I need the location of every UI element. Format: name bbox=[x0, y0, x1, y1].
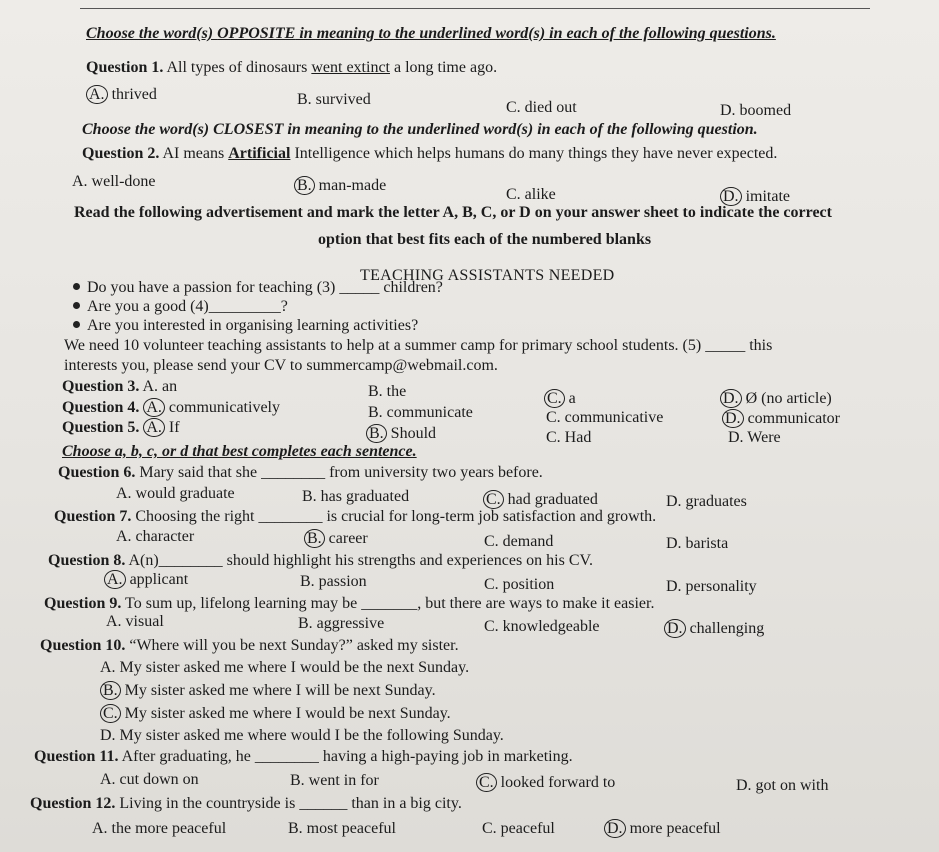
advert-paragraph-line2: interests you, please send your CV to summercamp@webmail.com. bbox=[64, 357, 498, 374]
q8-option-d[interactable]: D. personality bbox=[666, 578, 757, 595]
q1-option-a[interactable]: A. thrived bbox=[86, 86, 157, 104]
question-7-stem: Question 7. Choosing the right ________ is crucial for long-term job satisfaction and growth. bbox=[54, 508, 657, 525]
q11-option-d[interactable]: D. got on with bbox=[736, 777, 829, 794]
instruction-advertisement-line1: Read the following advertisement and mark the letter A, B, C, or D on your answer sheet to indicate the correct bbox=[74, 204, 832, 221]
q8-option-b[interactable]: B. passion bbox=[300, 573, 367, 590]
q9-option-b[interactable]: B. aggressive bbox=[298, 615, 385, 632]
q6-option-d[interactable]: D. graduates bbox=[666, 493, 747, 510]
question-1-stem: Question 1. All types of dinosaurs went extinct a long time ago. bbox=[86, 59, 498, 76]
q2-option-b[interactable]: B. man-made bbox=[294, 177, 386, 195]
q1-option-b[interactable]: B. survived bbox=[297, 91, 371, 108]
q12-option-b[interactable]: B. most peaceful bbox=[288, 820, 396, 837]
q4-option-a[interactable]: Question 4. A. communicatively bbox=[62, 399, 280, 416]
q11-option-c[interactable]: C. looked forward to bbox=[476, 774, 615, 792]
q3-option-a[interactable]: Question 3. A. an bbox=[62, 378, 178, 395]
q6-option-a[interactable]: A. would graduate bbox=[116, 485, 235, 502]
q3-option-c[interactable]: C. a bbox=[544, 390, 576, 408]
instruction-closest: Choose the word(s) CLOSEST in meaning to the underlined word(s) in each of the following question. bbox=[82, 121, 758, 138]
q10-option-b[interactable]: B. My sister asked me where I will be next Sunday. bbox=[100, 682, 436, 700]
q5-option-b[interactable]: B. Should bbox=[366, 425, 436, 443]
advert-paragraph-line1: We need 10 volunteer teaching assistants to help at a summer camp for primary school students. (5) _____ this bbox=[64, 337, 773, 354]
q8-option-c[interactable]: C. position bbox=[484, 576, 555, 593]
advert-bullet-2: Are you a good (4)_________? bbox=[87, 298, 288, 315]
q1-option-d[interactable]: D. boomed bbox=[720, 102, 792, 119]
q2-option-c[interactable]: C. alike bbox=[506, 186, 556, 203]
q9-option-a[interactable]: A. visual bbox=[106, 613, 164, 630]
q7-option-d[interactable]: D. barista bbox=[666, 535, 729, 552]
q3-option-b[interactable]: B. the bbox=[368, 383, 407, 400]
q1-option-c[interactable]: C. died out bbox=[506, 99, 577, 116]
bullet-dot bbox=[73, 302, 80, 309]
question-2-stem: Question 2. AI means Artificial Intelligence which helps humans do many things they have never expected. bbox=[82, 145, 778, 162]
q5-option-a[interactable]: Question 5. A. If bbox=[62, 419, 180, 436]
q9-option-c[interactable]: C. knowledgeable bbox=[484, 618, 600, 635]
q10-option-d[interactable]: D. My sister asked me where would I be the following Sunday. bbox=[100, 727, 504, 744]
q12-option-d[interactable]: D. more peaceful bbox=[604, 820, 721, 838]
q3-option-d[interactable]: D. Ø (no article) bbox=[720, 390, 832, 408]
question-6-stem: Question 6. Mary said that she ________ from university two years before. bbox=[58, 464, 543, 481]
question-11-stem: Question 11. After graduating, he ________ having a high-paying job in marketing. bbox=[34, 748, 573, 765]
bullet-dot bbox=[73, 321, 80, 328]
instruction-complete-sentence: Choose a, b, c, or d that best completes each sentence. bbox=[62, 443, 417, 460]
q8-option-a[interactable]: A. applicant bbox=[104, 571, 188, 589]
q12-option-c[interactable]: C. peaceful bbox=[482, 820, 555, 837]
advert-bullet-3: Are you interested in organising learning activities? bbox=[87, 317, 419, 334]
q12-option-a[interactable]: A. the more peaceful bbox=[92, 820, 227, 837]
instruction-opposite: Choose the word(s) OPPOSITE in meaning to the underlined word(s) in each of the following questions. bbox=[86, 25, 776, 42]
q4-option-d[interactable]: D. communicator bbox=[722, 410, 840, 428]
advert-bullet-1: Do you have a passion for teaching (3) _____ children? bbox=[87, 279, 443, 296]
q6-option-b[interactable]: B. has graduated bbox=[302, 488, 410, 505]
q4-option-c[interactable]: C. communicative bbox=[546, 409, 664, 426]
q10-option-a[interactable]: A. My sister asked me where I would be the next Sunday. bbox=[100, 659, 470, 676]
question-8-stem: Question 8. A(n)________ should highlight his strengths and experiences on his CV. bbox=[48, 552, 594, 569]
q7-option-c[interactable]: C. demand bbox=[484, 533, 554, 550]
q2-option-d[interactable]: D. imitate bbox=[720, 188, 790, 206]
q7-option-b[interactable]: B. career bbox=[304, 530, 368, 548]
q9-option-d[interactable]: D. challenging bbox=[664, 620, 764, 638]
q5-option-d[interactable]: D. Were bbox=[728, 429, 781, 446]
q11-option-a[interactable]: A. cut down on bbox=[100, 771, 199, 788]
bullet-dot bbox=[73, 283, 80, 290]
q6-option-c[interactable]: C. had graduated bbox=[483, 491, 598, 509]
q5-option-c[interactable]: C. Had bbox=[546, 429, 592, 446]
advert-title: TEACHING ASSISTANTS NEEDED bbox=[360, 267, 615, 284]
q10-option-c[interactable]: C. My sister asked me where I would be next Sunday. bbox=[100, 705, 451, 723]
q7-option-a[interactable]: A. character bbox=[116, 528, 195, 545]
q4-option-b[interactable]: B. communicate bbox=[368, 404, 473, 421]
q11-option-b[interactable]: B. went in for bbox=[290, 772, 379, 789]
question-9-stem: Question 9. To sum up, lifelong learning may be _______, but there are ways to make it easier. bbox=[44, 595, 655, 612]
top-rule bbox=[80, 8, 870, 9]
instruction-advertisement-line2: option that best fits each of the numbered blanks bbox=[318, 231, 652, 248]
question-12-stem: Question 12. Living in the countryside is ______ than in a big city. bbox=[30, 795, 462, 812]
question-10-stem: Question 10. “Where will you be next Sunday?” asked my sister. bbox=[40, 637, 459, 654]
q2-option-a[interactable]: A. well-done bbox=[72, 173, 156, 190]
